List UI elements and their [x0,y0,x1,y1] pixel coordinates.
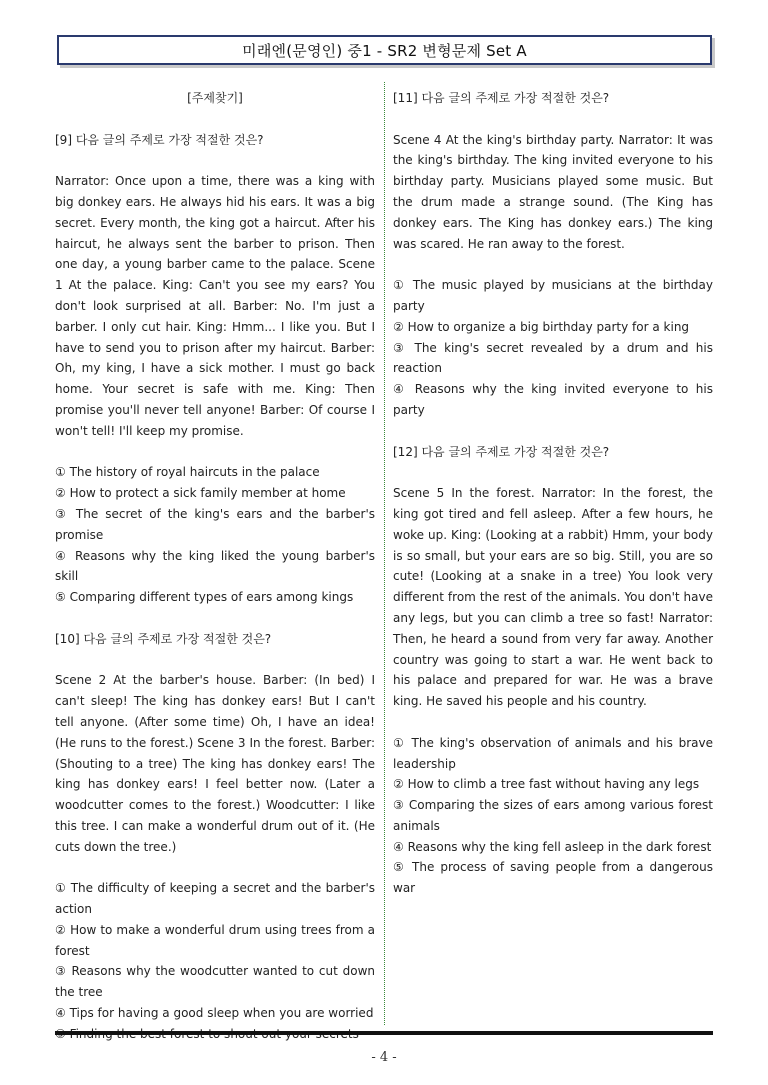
question-11-passage: Scene 4 At the king's birthday party. Narrator: It was the king's birthday. The king invited everyone to his birthday party. Musicians played some music. But the drum made a strange sound. (The King has donkey ears. The King has donkey ears.) The king was scared. He ran away to the forest. [393,132,713,251]
page-number: - 4 - [371,1050,397,1065]
question-12-option-2: ② How to climb a tree fast without having any legs [393,777,700,792]
question-9-option-3: ③ The secret of the king's ears and the barber's promise [55,506,375,542]
question-9-passage: Narrator: Once upon a time, there was a king with big donkey ears. He always hid his ears. It was a big secret. Every month, the king got a haircut. After his haircut, he always sent the barber to prison. Then one day, a young barber came to the palace. Scene 1 At the palace. King: Can't you see my ears? You don't look surprised at all. Barber: No. I'm just a barber. I only cut hair. King: Hmm... I like you. But I have to send you to prison after my haircut. Barber: Oh, my king, I have a sick mother. I must go back home. Your secret is safe with me. King: Then promise you'll never tell anyone! Barber: Of course I won't tell! I'll keep my promise. [55,174,375,438]
footer-rule [55,1031,713,1035]
question-9-title: [9] 다음 글의 주제로 가장 적절한 것은? [55,132,264,147]
question-12-option-1: ① The king's observation of animals and his brave leadership [393,735,713,771]
question-11-option-2: ② How to organize a big birthday party for a king [393,319,690,334]
question-10-option-3: ③ Reasons why the woodcutter wanted to cut down the tree [55,964,375,1000]
question-12-option-3: ③ Comparing the sizes of ears among various forest animals [393,798,713,833]
question-11-option-1: ① The music played by musicians at the birthday party [393,278,713,313]
question-11-title: [11] 다음 글의 주제로 가장 적절한 것은? [393,91,610,105]
right-column [393,88,713,899]
question-12-passage: Scene 5 In the forest. Narrator: In the forest, the king got tired and fell asleep. After a few hours, he woke up. King: (Looking at a rabbit) Hmm, your body is so small, but your ears are so big. Still, you are so cute! (Looking at a snake in a tree) You look very different from the rest of the animals. You don't have any legs, but you can climb a tree so fast! Narrator: Then, he heard a sound from very far away. Another country was going to start a war. He went back to his palace and prepared for war. He was a brave king. He saved his people and his country. [393,486,713,709]
question-11-option-3: ③ The king's secret revealed by a drum and his reaction [393,340,713,376]
question-10-option-2: ② How to make a wonderful drum using trees from a forest [55,922,375,958]
question-9-option-5: ⑤ Comparing different types of ears among kings [55,590,354,605]
question-9-option-1: ① The history of royal haircuts in the palace [55,465,320,480]
question-12-option-5: ⑤ The process of saving people from a dangerous war [393,860,713,896]
question-10-passage: Scene 2 At the barber's house. Barber: (In bed) I can't sleep! The king has donkey ears! But I can't tell anyone. (After some time) Oh, I have an idea! (He runs to the forest.) Scene 3 In the forest. Barber: (Shouting to a tree) The king has donkey ears! The king has donkey ears! I feel better now. (Later a woodcutter comes to the forest.) Woodcutter: I like this tree. I can make a wonderful drum out of it. (He cuts down the tree.) [55,673,375,854]
title-box [57,35,712,65]
page-title: 미래엔(문영인) 중1 - SR2 변형문제 Set A [242,41,527,60]
question-9-option-2: ② How to protect a sick family member at home [55,486,346,501]
column-divider [384,82,385,1025]
question-11-option-4: ④ Reasons why the king invited everyone to his party [393,382,713,417]
question-9-option-4: ④ Reasons why the king liked the young barber's skill [55,548,375,584]
question-10-option-4: ④ Tips for having a good sleep when you are worried [55,1006,374,1021]
question-10-title: [10] 다음 글의 주제로 가장 적절한 것은? [55,631,272,646]
question-10-option-1: ① The difficulty of keeping a secret and the barber's action [55,881,375,917]
question-12-option-4: ④ Reasons why the king fell asleep in the dark forest [393,839,712,854]
question-12-title: [12] 다음 글의 주제로 가장 적절한 것은? [393,444,610,459]
left-column [55,88,375,1045]
section-tag: [주제찾기] [187,91,243,105]
